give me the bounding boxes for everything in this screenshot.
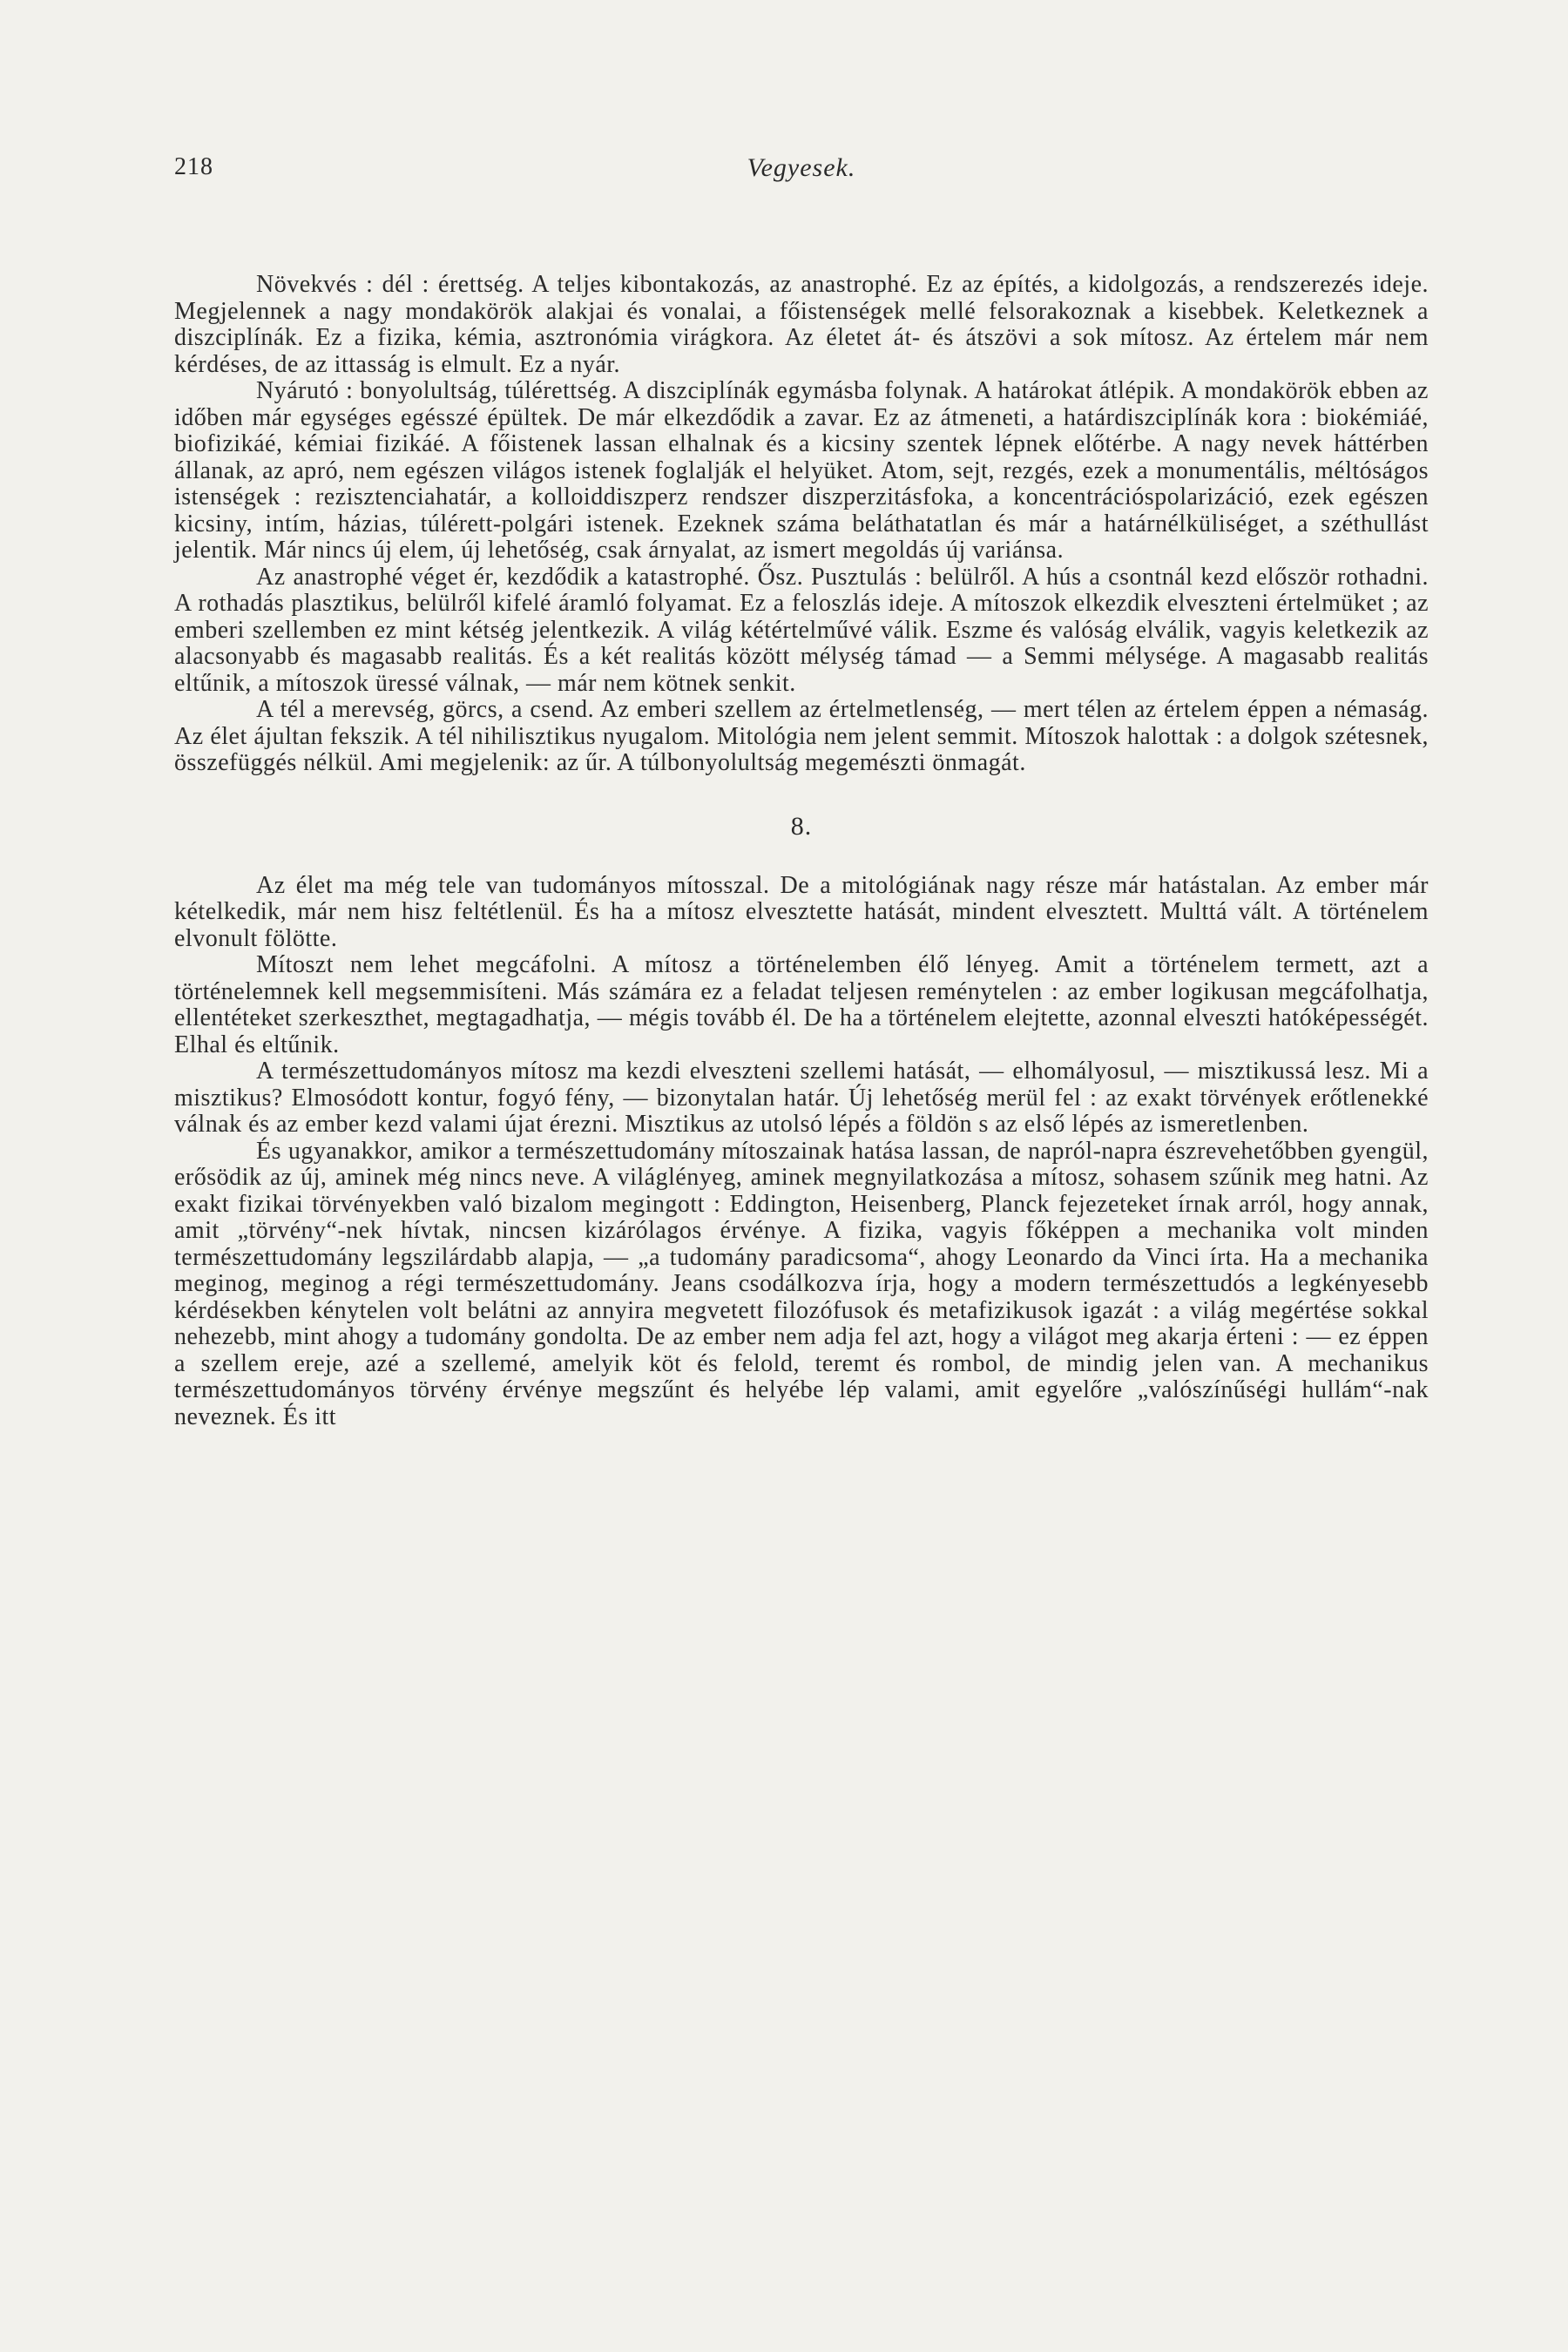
paragraph: A tél a merevség, görcs, a csend. Az emberi szellem az értelmetlenség, — mert télen az értelem éppen a némaság. Az élet ájultan fekszik. A tél nihilisztikus nyugalom. Mitológia nem jelent semmit. Mítoszok halottak : a dolgok szétesnek, összefüggés nélkül. Ami megjelenik: az űr. A túlbonyolultság megemészti önmagát.	[174, 696, 1429, 776]
paragraph: Az élet ma még tele van tudományos mítosszal. De a mitológiának nagy része már hatástalan. Az ember már kételkedik, már nem hisz feltétlenül. És ha a mítosz elvesztette hatását, mindent elvesztett. Multtá vált. A történelem elvonult fölötte.	[174, 871, 1429, 952]
paragraph: A természettudományos mítosz ma kezdi elveszteni szellemi hatását, — elhomályosul, — misztikussá lesz. Mi a misztikus? Elmosódott kontur, fogyó fény, — bizonytalan határ. Új lehetőség merül fel : az exakt törvények erőtlenekké válnak és az ember kezd valami újat érezni. Misztikus az utolsó lépés a földön s az első lépés az ismeretlenben.	[174, 1058, 1429, 1138]
running-title: Vegyesek.	[747, 153, 856, 182]
page-header	[174, 153, 1429, 197]
paragraph: Mítoszt nem lehet megcáfolni. A mítosz a történelemben élő lényeg. Amit a történelem termett, azt a történelemnek kell megsemmisíteni. Más számára ez a feladat teljesen reménytelen : az ember logikusan megcáfolhatja, ellentéteket szerkeszthet, megtagadhatja, — mégis tovább él. De ha a történelem elejtette, azonnal elveszti hatóképességét. Elhal és eltűnik.	[174, 951, 1429, 1058]
paragraph: Az anastrophé véget ér, kezdődik a katastrophé. Ősz. Pusztulás : belülről. A hús a csontnál kezd először rothadni. A rothadás plasztikus, belülről kifelé áramló folyamat. Ez a feloszlás ideje. A mítoszok elkezdik elveszteni értelmüket ; az emberi szellemben ez mint kétség jelentkezik. A világ kétértelművé válik. Eszme és valóság elválik, vagyis keletkezik az alacsonyabb és magasabb realitás. És a két realitás között mélység támad — a Semmi mélysége. A magasabb realitás eltűnik, a mítoszok üressé válnak, — már nem kötnek senkit.	[174, 563, 1429, 697]
paragraph: Nyárutó : bonyolultság, túlérettség. A diszciplínák egymásba folynak. A határokat átlépik. A mondakörök ebben az időben már egységes egésszé épültek. De már elkezdődik a zavar. Ez az átmeneti, a határdiszciplínák kora : biokémiáé, biofizikáé, kémiai fizikáé. A főistenek lassan elhalnak és a kicsiny szentek lépnek előtérbe. A nagy nevek háttérben állanak, az apró, nem egészen világos istenek foglalják el helyüket. Atom, sejt, rezgés, ezek a monumentális, méltóságos istenségek : rezisztenciahatár, a kolloiddiszperz rendszer diszperzitásfoka, a koncentrációspolarizáció, ezek egészen kicsiny, intím, házias, túlérett-polgári istenek. Ezeknek száma beláthatatlan és már a határnélküliséget, a széthullást jelentik. Már nincs új elem, új lehetőség, csak árnyalat, az ismert megoldás új variánsa.	[174, 377, 1429, 564]
body-text	[174, 272, 1429, 1430]
page-number: 218	[174, 153, 213, 180]
section-number: 8.	[790, 811, 813, 841]
paragraph: És ugyanakkor, amikor a természettudomány mítoszainak hatása lassan, de napról-napra észrevehetőbben gyengül, erősödik az új, aminek még nincs neve. A világlényeg, aminek megnyilatkozása a mítosz, sohasem szűnik meg hatni. Az exakt fizikai törvényekben való bizalom megingott : Eddington, Heisenberg, Planck fejezeteket írnak arról, hogy annak, amit „törvény“-nek hívtak, nincsen kizárólagos érvénye. A fizika, vagyis főképpen a mechanika volt minden természettudomány legszilárdabb alapja, — „a tudomány paradicsoma“, ahogy Leonardo da Vinci írta. Ha a mechanika meginog, meginog a régi természettudomány. Jeans csodálkozva írja, hogy a modern természettudós a legkényesebb kérdésekben kénytelen volt belátni az annyira megvetett filozófusok és metafizikusok igazát : a világ megértése sokkal nehezebb, mint ahogy a tudomány gondolta. De az ember nem adja fel azt, hogy a világot meg akarja érteni : — ez éppen a szellem ereje, azé a szellemé, amelyik köt és felold, teremt és rombol, de mindig jelen van. A mechanikus természettudományos törvény érvénye megszűnt és helyébe lép valami, amit egyelőre „valószínűségi hullám“-nak neveznek. És itt	[174, 1137, 1429, 1430]
paragraph: Növekvés : dél : érettség. A teljes kibontakozás, az anastrophé. Ez az építés, a kidolgozás, a rendszerezés ideje. Megjelennek a nagy mondakörök alakjai és vonalai, a főistenségek mellé felsorakoznak a kisebbek. Keletkeznek a diszciplínák. Ez a fizika, kémia, asztronómia virágkora. Az életet át- és átszövi a sok mítosz. Az értelem már nem kérdéses, de az ittasság is elmult. Ez a nyár.	[174, 271, 1429, 378]
